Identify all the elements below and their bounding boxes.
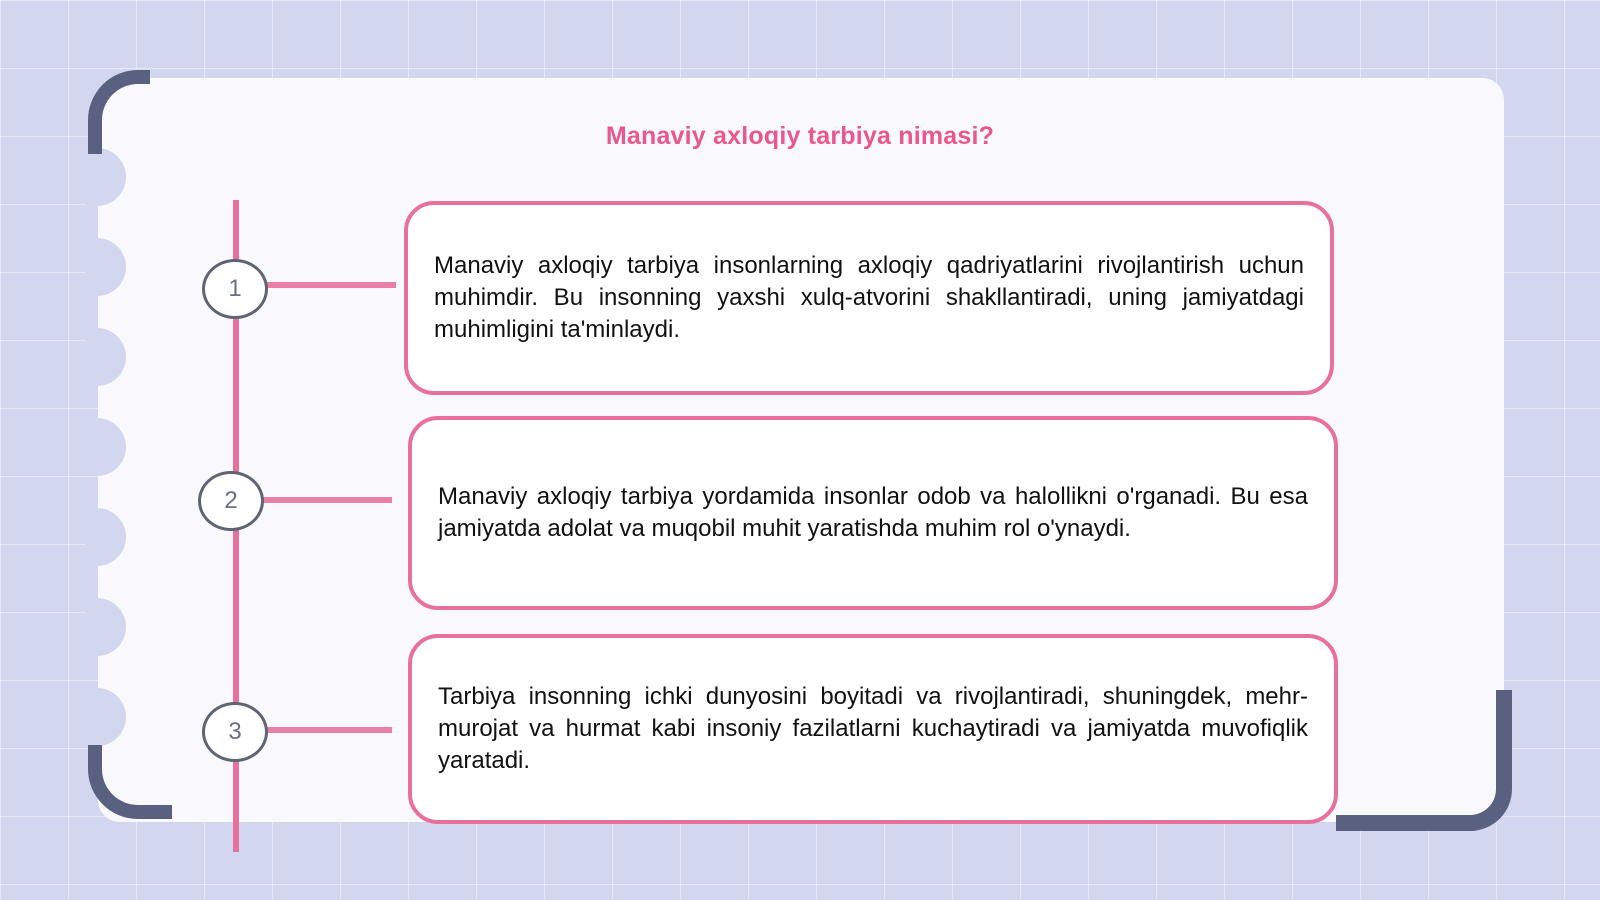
info-text: Tarbiya insonning ichki dunyosini boyitadi va rivojlantiradi, shuningdek, mehr-murojat va hurmat kabi insoniy fazilatlarni kuchaytiradi va jamiyatda muvofiqlik yaratadi. bbox=[438, 683, 1308, 774]
info-text: Manaviy axloqiy tarbiya insonlarning axloqiy qadriyatlarini rivojlantirish uchun muhimdir. Bu insonning yaxshi xulq-atvorini shakllantiradi, uning jamiyatdagi muhimligini ta'minlaydi. bbox=[434, 252, 1304, 343]
timeline-connector bbox=[264, 282, 396, 288]
info-box bbox=[408, 634, 1338, 824]
timeline-connector bbox=[262, 497, 392, 503]
frame-corner-bottom-right bbox=[1336, 690, 1512, 831]
step-number-badge: 2 bbox=[198, 471, 264, 531]
slide-title: Manaviy axloqiy tarbiya nimasi? bbox=[605, 122, 995, 150]
info-box bbox=[408, 416, 1338, 610]
info-box bbox=[404, 201, 1334, 395]
info-text: Manaviy axloqiy tarbiya yordamida insonlar odob va halollikni o'rganadi. Bu esa jamiyatda adolat va muqobil muhit yaratishda muhim rol o'ynaydi. bbox=[438, 483, 1308, 542]
step-number-badge: 3 bbox=[202, 702, 268, 762]
step-number-badge: 1 bbox=[202, 259, 268, 319]
timeline-connector bbox=[264, 727, 392, 733]
